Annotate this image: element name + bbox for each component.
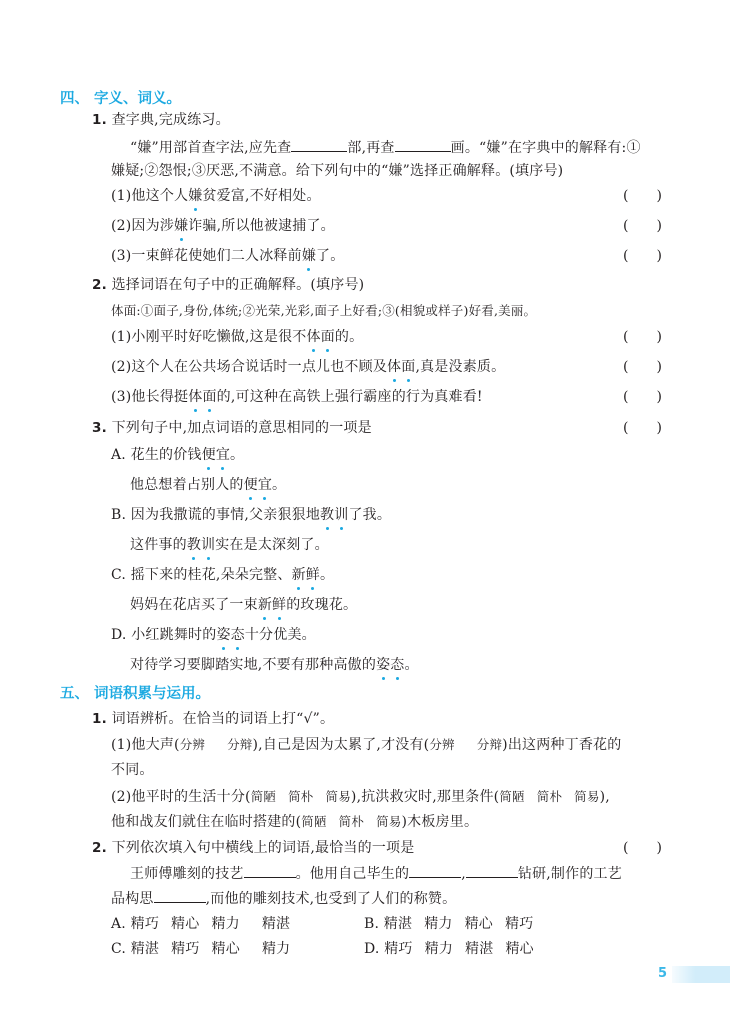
q1-item-3 [111,246,344,266]
word-choice[interactable]: 简易 [574,789,600,804]
dotted-char: 宜 [215,447,231,463]
text: , [461,866,466,882]
dotted-char: 教 [186,537,202,553]
q3-option-b-s2 [130,535,329,555]
dotted-char: 姿 [216,627,231,643]
option-label: D. [364,941,380,957]
text: ),自己是因为太累了,才没有( [252,737,430,753]
q2-item-3 [111,387,483,407]
section-5-title: 五、 词语积累与运用。 [60,686,211,702]
text: 。他用自己毕生的 [295,866,410,882]
option-label: B. [111,507,127,523]
s5-q2-option-b[interactable]: B. 精湛 精力 精心 精巧 [364,916,534,932]
s5-q2-option-c[interactable]: C. 精湛 精巧 精心 精力 [111,941,291,957]
dotted-char: 体 [387,359,402,375]
fill-blank[interactable] [409,863,461,878]
q3-option-b-s1[interactable] [111,505,391,525]
text: ,而他的雕刻技术,也受到了人们的称赞。 [205,891,457,907]
q3-number: 3. [92,420,107,436]
answer-paren[interactable]: ( ) [623,218,662,234]
sentence-pre: 妈妈在花店买了一束 [130,597,258,613]
s5-q2-stem-text: 下列依次填入句中横线上的词语,最恰当的一项是 [111,840,415,856]
fill-blank[interactable] [466,863,518,878]
text: (1)他大声( [111,737,180,753]
fill-blank[interactable] [154,888,206,903]
word-choice[interactable]: 简陋 [499,789,525,804]
dotted-char: 新 [291,567,306,583]
word-choice[interactable]: 分辩 [227,737,253,752]
answer-paren[interactable]: ( ) [623,359,662,375]
text: ),抗洪救灾时,那里条件( [350,789,500,805]
dotted-char: 便 [201,447,216,463]
answer-paren[interactable]: ( ) [623,248,662,264]
q2-number: 2. [92,277,107,293]
dotted-char: 面 [320,329,335,345]
sentence-post: 了我。 [348,507,392,523]
page-number: 5 [658,966,668,981]
q3-option-a-s1[interactable] [111,445,244,465]
s5-q2-option-d[interactable]: D. 精巧 精力 精湛 精心 [364,941,534,957]
word-choice[interactable]: 简陋 [301,814,327,829]
word-choice[interactable]: 简朴 [536,789,563,804]
q3-option-a-s2 [130,475,286,495]
q1-intro-line1 [130,137,641,158]
word-choice[interactable]: 简朴 [288,789,314,804]
text: )木板房里。 [401,814,479,830]
dotted-char: 新 [257,597,273,613]
text: )出这两种丁香花的 [502,737,622,753]
word-choice[interactable]: 简易 [325,789,351,804]
q2-item-1 [111,327,363,347]
section-4-title: 四、 字义、词义。 [60,91,182,107]
sentence-post: 。 [320,567,335,583]
answer-paren[interactable]: ( ) [623,329,662,345]
text: 钻研,制作的工艺 [517,866,622,882]
item-post: ,真是没素质。 [415,359,506,375]
item-pre: (2)这个人在公共场合说话时一点儿也不顾及 [111,359,388,375]
word-choice[interactable]: 简朴 [338,814,365,829]
dotted-char: 态 [230,627,245,643]
sentence-post: 十分优美。 [244,627,316,643]
text: 王师傅雕刻的技艺 [130,866,244,882]
option-label: D. [111,627,127,643]
sentence-post: 。 [230,447,245,463]
item-pre: (1)他这个人 [111,188,189,204]
radical-blank[interactable] [291,137,347,152]
dotted-char: 训 [334,507,349,523]
dotted-char: 体 [188,389,203,405]
text: 品构思 [111,891,154,907]
answer-paren[interactable]: ( ) [623,188,662,204]
item-pre: (3)一束鲜花使她们二人冰释前 [111,248,302,264]
q1-intro-b: 部,再查 [347,140,395,156]
option-label: B. [364,916,380,932]
answer-paren[interactable]: ( ) [623,420,662,436]
item-pre: (1)小刚平时好吃懒做,这是很不 [111,329,307,345]
q3-option-d-s2 [130,655,419,675]
sentence-pre: 这件事的 [130,537,187,553]
dotted-char: 鲜 [305,567,320,583]
word-choice[interactable]: 简陋 [250,789,277,804]
sentence-post: 的玫瑰花。 [286,597,358,613]
sentence-pre: 对待学习要脚踏实地,不要有那种高傲的 [130,657,377,673]
dotted-char: 宜 [257,477,273,493]
sentence-post: 。 [272,477,287,493]
q2-item-2 [111,357,505,377]
s5-q2-number: 2. [92,840,107,856]
dotted-char: 便 [243,477,258,493]
dotted-char: 面 [202,389,217,405]
text: 他和战友们就住在临时搭建的( [111,814,302,830]
sentence-pre: 花生的价钱 [130,447,202,463]
q1-intro-c: 画。“嫌”在字典中的解释有:① [450,140,641,156]
dotted-char: 嫌 [301,248,317,264]
q3-option-d-s1[interactable] [111,625,316,645]
sentence-pre: 摇下来的桂花,朵朵完整、 [130,567,292,583]
q1-stem [92,110,230,130]
q1-item-2 [111,216,335,236]
q3-option-c-s1[interactable] [111,565,334,585]
s5-q2-para-line2 [111,888,456,909]
sentence-pre: 他总想着占别人的 [130,477,244,493]
answer-paren[interactable]: ( ) [623,840,662,856]
s5-q2-para-line1 [130,863,622,884]
s5-q2-option-a[interactable]: A. 精巧 精心 精力 精湛 [111,916,291,932]
s5-q1-item2 [111,787,610,807]
q2-stem-text: 选择词语在句子中的正确解释。(填序号) [111,277,365,293]
s5-q1-stem-text: 词语辨析。在恰当的词语上打“√”。 [111,711,335,727]
s5-q1-item1-line2: 不同。 [111,762,154,778]
page-number-bar [672,966,730,983]
item-pre: (2)因为涉 [111,218,175,234]
word-choice[interactable]: 分辨 [429,737,455,752]
sentence-post: 实在是太深刻了。 [215,537,329,553]
q1-item-1 [111,186,321,206]
dotted-char: 鲜 [272,597,287,613]
q3-stem [92,418,372,438]
s5-q1-item2-line2 [111,812,478,832]
dotted-char: 体 [306,329,321,345]
q3-option-c-s2 [130,595,357,615]
s5-q1-number: 1. [92,711,107,727]
dotted-char: 嫌 [174,218,189,234]
s5-q1-item1 [111,735,621,755]
dotted-char: 姿 [376,657,391,673]
word-choice[interactable]: 分辨 [179,737,206,752]
q1-stem-text: 查字典,完成练习。 [111,112,230,128]
option-label: C. [111,941,127,957]
item-post: 的,可这种在高铁上强行霸座的行为真难看! [216,389,483,405]
option-label: A. [111,447,126,463]
text: (2)他平时的生活十分( [111,789,251,805]
item-post: 诈骗,所以他被逮捕了。 [188,218,335,234]
q3-stem-text: 下列句子中,加点词语的意思相同的一项是 [111,420,372,436]
q2-stem [92,275,364,295]
answer-paren[interactable]: ( ) [623,389,662,405]
dotted-char: 面 [401,359,416,375]
sentence-pre: 小红跳舞时的 [131,627,217,643]
fill-blank[interactable] [244,863,296,878]
item-pre: (3)他长得挺 [111,389,189,405]
sentence-post: 。 [404,657,419,673]
item-post: 贫爱富,不好相处。 [202,188,321,204]
dotted-char: 嫌 [188,188,203,204]
dotted-char: 教 [320,507,335,523]
dotted-char: 态 [390,657,405,673]
q1-intro-line2: 嫌疑;②怨恨;③厌恶,不满意。给下列句中的“嫌”选择正确解释。(填序号) [111,163,564,179]
item-post: 的。 [334,329,364,345]
stroke-count-blank[interactable] [395,137,451,152]
q1-number: 1. [92,112,107,128]
option-label: C. [111,567,127,583]
q2-definition: 体面:①面子,身份,体统;②光荣,光彩,面子上好看;③(相貌或样子)好看,美丽。 [111,303,537,318]
word-choice[interactable]: 分辩 [476,737,503,752]
dotted-char: 训 [201,537,216,553]
s5-q2-stem [92,838,414,858]
s5-q1-stem [92,709,334,729]
sentence-pre: 因为我撒谎的事情,父亲狠狠地 [130,507,321,523]
item-post: 了。 [316,248,345,264]
text: ), [599,789,610,805]
option-label: A. [111,916,126,932]
q1-intro-a: “嫌”用部首查字法,应先查 [130,140,292,156]
word-choice[interactable]: 简易 [376,814,402,829]
